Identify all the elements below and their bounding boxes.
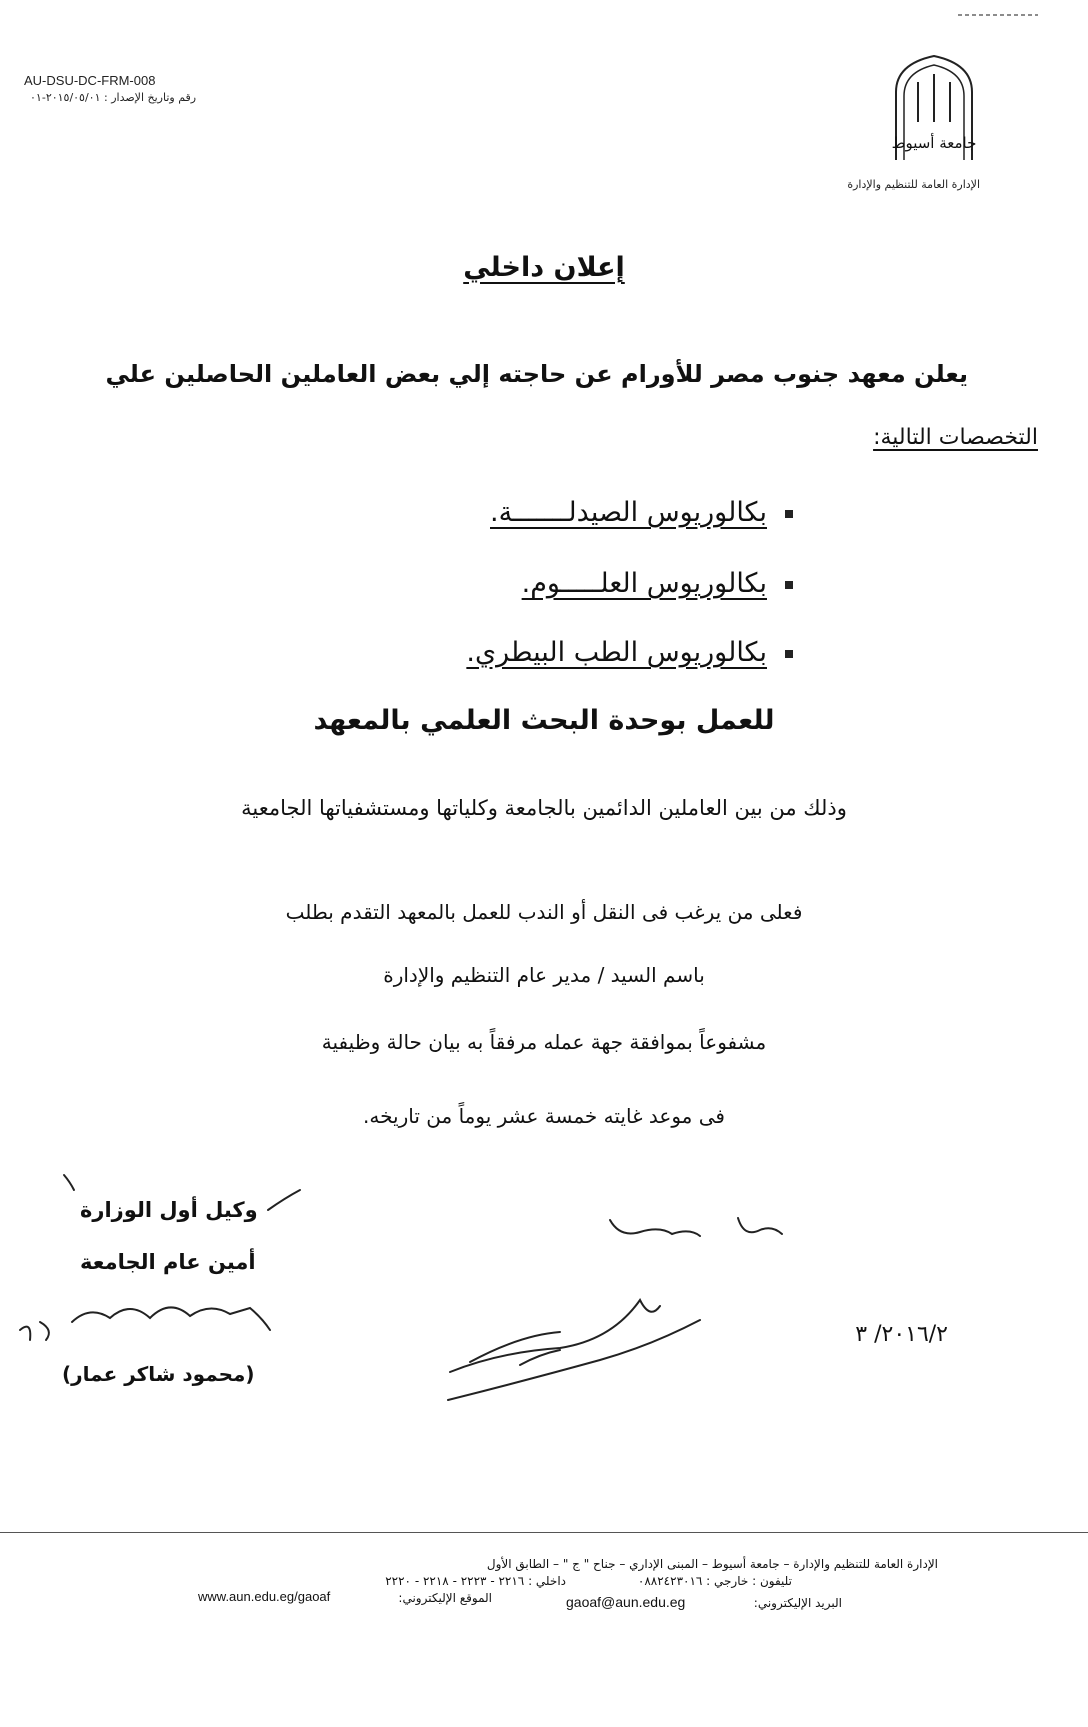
signatory-name: (محمود شاكر عمار) (62, 1362, 255, 1386)
specialization-label: بكالوريوس العلـــــوم. (521, 568, 767, 599)
specialization-label: بكالوريوس الصيدلـــــــة. (490, 497, 767, 528)
logo-lettering: جامعة أسيوط (891, 134, 977, 152)
condition-line: فى موعد غايته خمسة عشر يوماً من تاريخه. (363, 1104, 725, 1128)
condition-line: مشفوعاً بموافقة جهة عمله مرفقاً به بيان حالة وظيفية (321, 1030, 767, 1054)
footer-divider (0, 1532, 1088, 1533)
purpose-line: للعمل بوحدة البحث العلمي بالمعهد (313, 705, 775, 736)
signatory-title-1: وكيل أول الوزارة (80, 1198, 258, 1222)
footer-website-label: الموقع الإليكتروني: (398, 1591, 492, 1605)
signatory-title-2: أمين عام الجامعة (80, 1250, 256, 1274)
specializations-heading: التخصصات التالية: (873, 425, 1038, 450)
scope-line: وذلك من بين العاملين الدائمين بالجامعة وكلياتها ومستشفياتها الجامعية (241, 796, 847, 820)
footer-email-link[interactable]: gaoaf@aun.edu.eg (566, 1594, 686, 1610)
condition-line: فعلى من يرغب فى النقل أو الندب للعمل بالمعهد التقدم بطلب (285, 900, 803, 924)
condition-line: باسم السيد / مدير عام التنظيم والإدارة (383, 963, 705, 987)
footer-website-link[interactable]: www.aun.edu.eg/gaoaf (198, 1589, 331, 1604)
issue-date-line: رقم وتاريخ الإصدار : ٢٠١٥/٠٥/٠١-٠١ (30, 91, 197, 104)
intro-text: يعلن معهد جنوب مصر للأورام عن حاجته إلي بعض العاملين الحاصلين علي (105, 360, 968, 388)
footer-phone-external: تليفون : خارجي : ٠٨٨٢٤٢٣٠١٦ (637, 1574, 792, 1588)
document-date: ٢٠١٦/٢/ ٣ (855, 1322, 948, 1347)
specialization-label: بكالوريوس الطب البيطري. (466, 637, 767, 668)
admin-caption: الإدارة العامة للتنظيم والإدارة (847, 178, 980, 191)
footer-email-label: البريد الإليكتروني: (753, 1596, 842, 1610)
form-code: AU-DSU-DC-FRM-008 (24, 73, 156, 88)
footer-phone-internal: داخلي : ٢٢١٦ - ٢٢٢٣ - ٢٢١٨ - ٢٢٢٠ (385, 1574, 566, 1588)
announcement-title-text: إعلان داخلي (463, 252, 625, 283)
footer-address: الإدارة العامة للتنظيم والإدارة – جامعة أسيوط – المبنى الإداري – جناح " ج " – الطابق الأول (486, 1557, 938, 1571)
